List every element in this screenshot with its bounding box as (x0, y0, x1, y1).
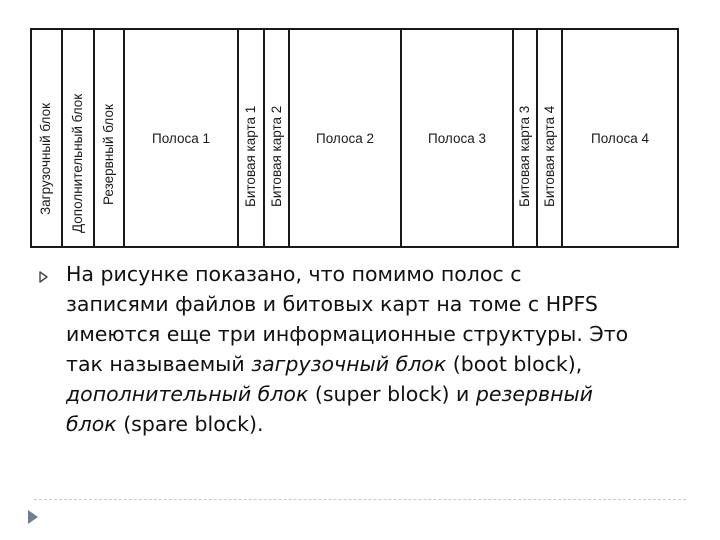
label-spare-block: Резервный блок (101, 104, 116, 205)
label-band-1: Полоса 1 (152, 131, 210, 146)
label-band-2: Полоса 2 (316, 131, 374, 146)
label-bitmap-2: Битовая карта 2 (269, 105, 284, 207)
text-plain: (boot block), (446, 352, 583, 376)
text-plain: (spare block). (116, 412, 264, 436)
text-emphasis: дополнительный блок (66, 382, 309, 406)
label-bitmap-3: Битовая карта 3 (517, 105, 532, 207)
text-line: На рисунке показано, что помимо полос с (66, 262, 522, 286)
label-bitmap-4: Битовая карта 4 (542, 105, 557, 207)
description-paragraph (66, 259, 696, 439)
text-plain: (super block) и (308, 382, 476, 406)
text-line (66, 379, 696, 409)
next-slide-arrow-icon[interactable] (26, 509, 40, 525)
text-line: имеются еще три информационные структуры. Это (66, 322, 629, 346)
text-emphasis: резервный (475, 382, 593, 406)
text-line: записями файлов и битовых карт на томе с HPFS (66, 292, 598, 316)
text-line (66, 349, 696, 379)
label-band-3: Полоса 3 (428, 131, 486, 146)
label-band-4: Полоса 4 (591, 131, 649, 146)
text-plain: так называемый (66, 352, 252, 376)
label-boot-block: Загрузочный блок (38, 103, 53, 215)
label-super-block: Дополнительный блок (70, 93, 85, 233)
caret-right-icon (38, 271, 49, 283)
text-line (66, 409, 696, 439)
footer-divider (34, 499, 686, 500)
text-emphasis: загрузочный блок (251, 352, 447, 376)
label-bitmap-1: Битовая карта 1 (243, 105, 258, 207)
text-emphasis: блок (66, 412, 117, 436)
hpfs-volume-diagram (30, 28, 680, 248)
